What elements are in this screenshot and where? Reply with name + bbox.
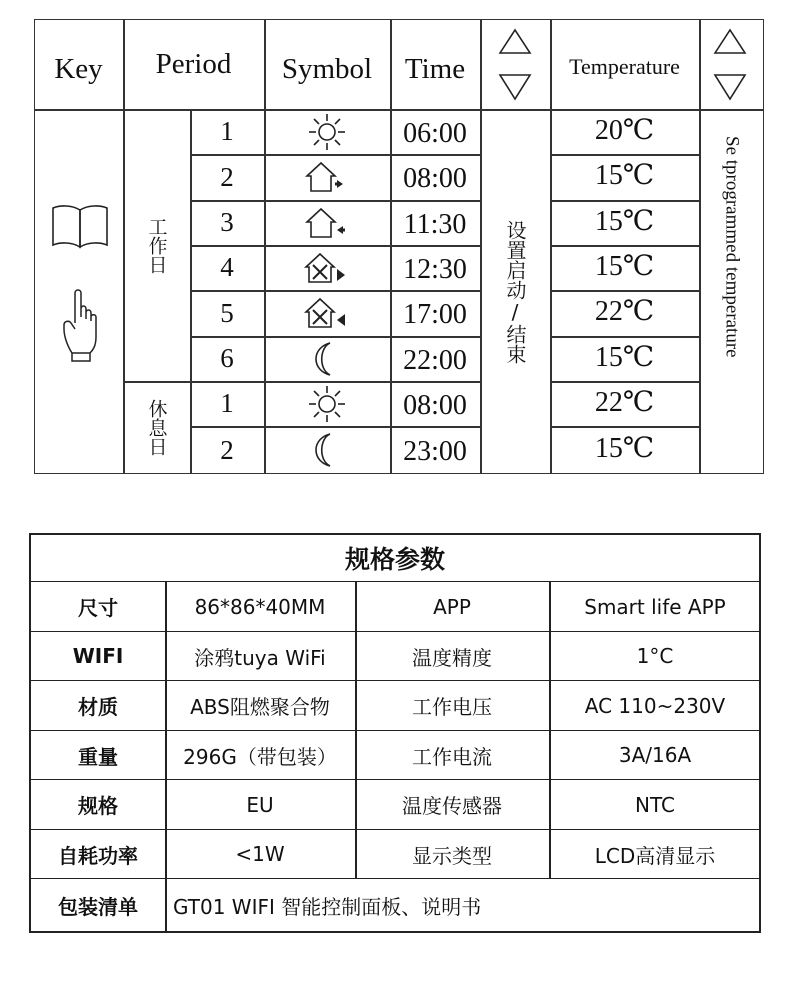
spec-row: [31, 581, 759, 632]
spec-row: [31, 631, 759, 682]
spec-value: 3A/16A: [618, 743, 692, 768]
house-tools-return-icon: [264, 290, 390, 336]
spec-label: 重量: [78, 744, 118, 769]
moon-icon: [264, 426, 390, 474]
house-return-icon: [264, 200, 390, 245]
spec-label: WIFI: [72, 644, 124, 669]
spec-row: [31, 680, 759, 731]
time-value[interactable]: 23:00: [403, 436, 467, 467]
package-label: 包装清单: [58, 895, 138, 919]
spec-value: 86*86*40MM: [194, 594, 326, 619]
time-value[interactable]: 08:00: [403, 389, 467, 421]
period-number: 2: [220, 161, 234, 192]
spec-table: [29, 533, 761, 933]
temperature-value[interactable]: 20℃: [594, 114, 655, 146]
package-row: [31, 878, 759, 932]
spec-title: 规格参数: [344, 545, 445, 574]
spec-value: NTC: [635, 792, 675, 817]
set-programmed-temp-cell: [699, 109, 764, 474]
spec-label: 显示类型: [412, 843, 492, 868]
sun-icon: [264, 109, 390, 154]
set-start-end-label: 设置启动/结束: [503, 219, 527, 364]
set-start-end-cell: [480, 109, 550, 474]
spec-value: 1°C: [636, 644, 674, 669]
temperature-value[interactable]: 15℃: [594, 250, 655, 282]
restday-label: 休息日: [145, 399, 168, 456]
header-symbol: Symbol: [281, 52, 373, 85]
spec-value: LCD高清显示: [594, 843, 716, 868]
cell-border: [165, 879, 167, 932]
time-arrows: [498, 27, 532, 103]
spec-label: 工作电压: [412, 695, 492, 720]
spec-label: 温度精度: [412, 645, 492, 670]
period-number: 4: [220, 252, 234, 282]
sun-icon: [264, 381, 390, 426]
down-triangle-icon[interactable]: [500, 75, 530, 99]
time-value[interactable]: 11:30: [403, 208, 467, 240]
spec-row: [31, 779, 759, 830]
spec-label: 自耗功率: [58, 843, 138, 868]
restday-cell: [123, 381, 190, 474]
temperature-arrows: [713, 27, 747, 103]
spec-label: 材质: [78, 695, 118, 720]
up-triangle-icon[interactable]: [715, 30, 745, 53]
down-triangle-icon[interactable]: [715, 75, 745, 99]
spec-row: [31, 730, 759, 781]
time-value[interactable]: 08:00: [403, 163, 467, 194]
spec-value: ABS阻燃聚合物: [190, 695, 330, 720]
header-period: Period: [155, 47, 232, 80]
spec-row: [31, 829, 759, 880]
spec-value: EU: [246, 792, 274, 817]
period-number: 1: [220, 388, 234, 418]
temperature-value[interactable]: 15℃: [594, 205, 655, 237]
spec-value: Smart life APP: [584, 594, 726, 619]
schedule-table: [34, 19, 764, 474]
spec-value: 涂鸦tuya WiFi: [194, 645, 326, 670]
package-value: GT01 WIFI 智能控制面板、说明书: [173, 895, 482, 919]
moon-icon: [264, 336, 390, 381]
workday-label: 工作日: [145, 216, 168, 274]
time-value[interactable]: 22:00: [403, 344, 467, 376]
period-number: 1: [220, 116, 234, 146]
house-leave-icon: [264, 154, 390, 200]
spec-label: APP: [433, 594, 471, 619]
header-temperature: Temperature: [569, 54, 680, 79]
spec-label: 规格: [78, 794, 118, 819]
up-triangle-icon[interactable]: [500, 30, 530, 53]
book-icon: [50, 202, 110, 252]
header-key: Key: [54, 52, 103, 85]
header-time: Time: [404, 52, 466, 85]
temperature-value[interactable]: 15℃: [594, 433, 655, 464]
temperature-value[interactable]: 15℃: [594, 160, 655, 191]
period-number: 2: [220, 434, 234, 465]
workday-cell: [123, 109, 190, 381]
hand-icon: [60, 287, 100, 365]
period-number: 5: [220, 297, 234, 328]
temperature-value[interactable]: 22℃: [594, 386, 655, 418]
period-number: 3: [220, 207, 234, 237]
period-number: 6: [220, 343, 234, 373]
temperature-value[interactable]: 15℃: [594, 341, 655, 373]
spec-label: 温度传感器: [402, 794, 502, 819]
spec-value: <1W: [235, 842, 285, 867]
spec-label: 工作电流: [412, 744, 492, 769]
set-programmed-temp-label: Se tprogrammed temperature: [721, 135, 743, 358]
spec-value: 296G（带包装）: [183, 744, 337, 769]
house-tools-leave-icon: [264, 245, 390, 290]
temperature-value[interactable]: 22℃: [594, 296, 655, 327]
time-value[interactable]: 06:00: [403, 117, 467, 149]
time-value[interactable]: 12:30: [403, 253, 467, 285]
spec-value: AC 110~230V: [584, 693, 726, 718]
time-value[interactable]: 17:00: [403, 299, 467, 330]
spec-label: 尺寸: [78, 596, 118, 621]
